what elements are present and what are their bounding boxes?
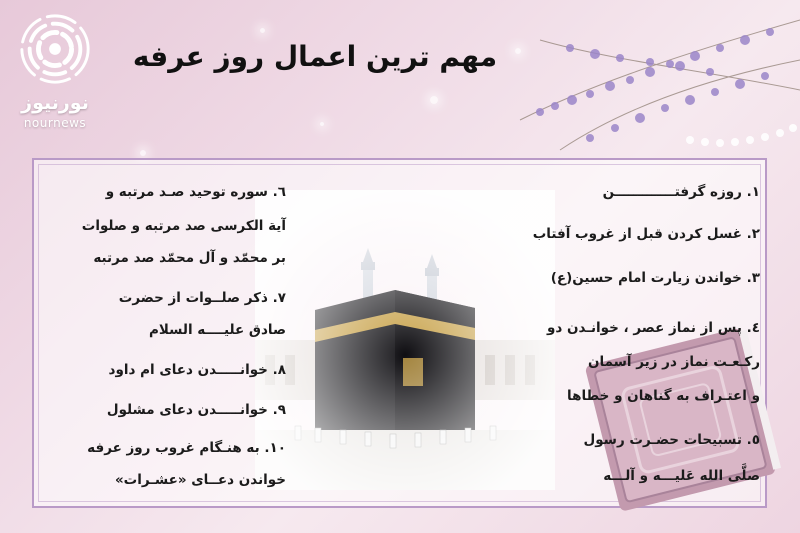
list-item: خواندن دعــای «عشـرات»	[114, 472, 286, 488]
bokeh-dot	[320, 122, 324, 126]
brand-name-en: nournews	[23, 116, 87, 130]
list-item: ٣. خواندن زیارت امام حسین(ع)	[550, 270, 760, 286]
list-item: آیة الکرسی صد مرتبه و صلوات	[81, 218, 286, 234]
list-item: ١. روزه گرفتـــــــــــــن	[602, 184, 760, 200]
kaaba-illustration	[255, 190, 555, 490]
list-item: صلَّی الله عَلیـــه و آلـــه	[603, 468, 760, 484]
bokeh-dot	[260, 28, 265, 33]
bokeh-dot	[430, 96, 438, 104]
list-item: صادق علیــــه السلام	[149, 322, 286, 338]
list-item: رکـعـت نماز در زیر آسمان	[587, 354, 760, 370]
list-item: ٧. ذکر صلــوات از حضرت	[118, 290, 286, 306]
actions-list-left	[52, 178, 286, 488]
lavender-decoration	[500, 0, 800, 160]
brand-logo	[12, 10, 98, 130]
brand-name-fa: نورنیوز	[21, 92, 89, 114]
list-item: ٤. پس از نماز عصر ، خوانـدن دو	[547, 320, 760, 336]
list-item: ٦. سوره توحید صـد مرتبه و	[105, 184, 286, 200]
list-item: ٩. خوانـــــدن دعای مشلول	[106, 402, 286, 418]
bokeh-dot	[140, 150, 146, 156]
page-title: مهم ترین اعمال روز عرفه	[132, 40, 498, 73]
swirl-logo-icon	[16, 10, 94, 88]
list-item: ١٠. به هنـگام غروب روز عرفه	[87, 440, 286, 456]
list-item: و اعتـراف به گناهان و خطاها	[567, 388, 760, 404]
actions-list-right	[518, 178, 760, 488]
list-item: ٨. خوانـــــدن دعای ام داود	[108, 362, 286, 378]
list-item: بر محمّد و آل محمّد صد مرتبه	[93, 250, 286, 266]
list-item: ٢. غسل کردن قبل از غروب آفتاب	[532, 226, 760, 242]
list-item: ٥. تسبیحات حضـرت رسول	[583, 432, 760, 448]
